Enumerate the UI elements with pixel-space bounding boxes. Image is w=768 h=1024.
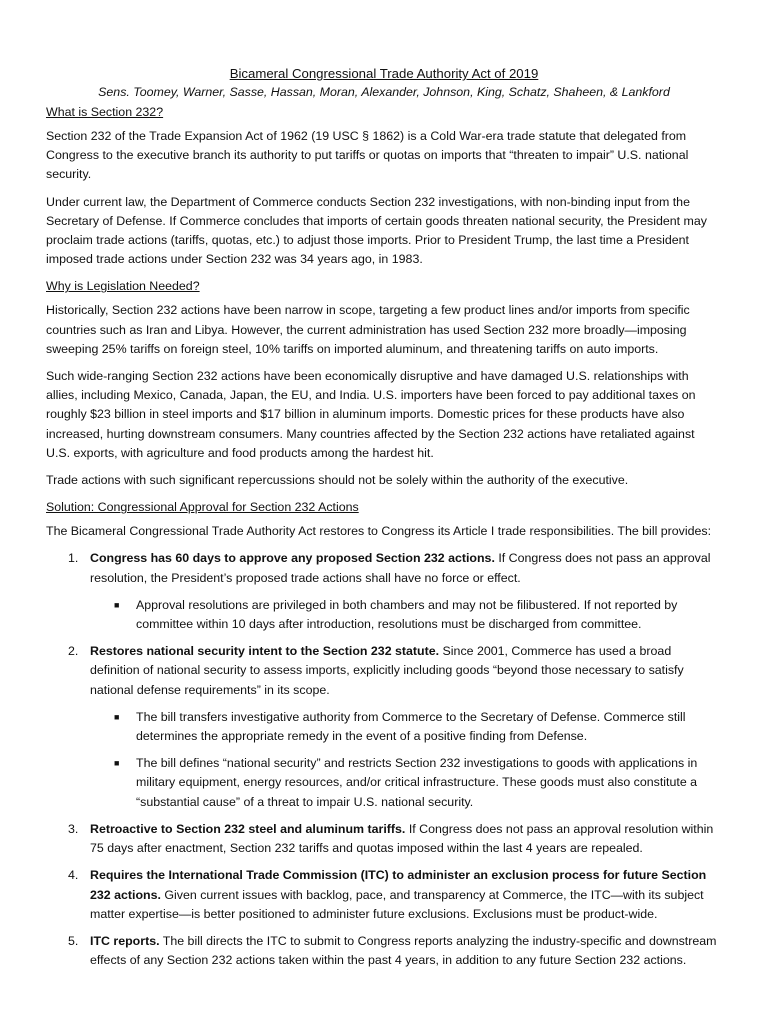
list-item-number: 4. [68, 868, 79, 883]
list-item-number: 1. [68, 551, 79, 566]
square-bullet-icon: ■ [114, 758, 120, 769]
square-bullet-icon: ■ [114, 599, 120, 610]
sub-list-item [90, 708, 722, 746]
list-item-number: 3. [68, 821, 79, 836]
sub-list-item-text: The bill transfers investigative authority from Commerce to the Secretary of Defense. Commerce still determines the appropriate remedy in the event of a positive finding from Defense. [136, 709, 686, 744]
sub-list-item [90, 596, 722, 634]
solution-intro: The Bicameral Congressional Trade Authority Act restores to Congress its Article I trade responsibilities. The bill provides: [46, 524, 712, 539]
list-item [46, 866, 722, 924]
document-title: Bicameral Congressional Trade Authority Act of 2019 [229, 66, 539, 81]
list-item-lead: Restores national security intent to the Section 232 statute. [90, 644, 440, 659]
sub-list [90, 596, 722, 634]
list-item-text: If Congress does not pass an approval resolution, the President’s proposed trade actions shall have no force or effect. [90, 551, 711, 585]
list-item [46, 642, 722, 812]
sub-list [90, 708, 722, 812]
list-item-number: 2. [68, 644, 79, 659]
list-item-lead: Congress has 60 days to approve any proposed Section 232 actions. [90, 551, 495, 566]
list-item-text: Given current issues with backlog, pace, and transparency at Commerce, the ITC—with its subject matter expertise—is better positioned to administer future exclusions. Exclusions must be product-wide. [90, 887, 704, 921]
list-item [46, 820, 722, 858]
sub-list-item-text: The bill defines “national security” and restricts Section 232 investigations to goods with applications in military equipment, energy resources, and/or critical infrastructure. These goods must also constitute a “substantial cause” of a threat to impair U.S. national security. [136, 756, 698, 809]
provisions-list [46, 549, 722, 970]
list-item-text: If Congress does not pass an approval resolution within 75 days after enactment, Section 232 tariffs and quotas imposed within the last 4 years are repealed. [90, 821, 714, 856]
what-paragraph-1: Section 232 of the Trade Expansion Act of 1962 (19 USC § 1862) is a Cold War-era trade statute that delegated from Congress to the executive branch its authority to put tariffs or quotas on imports that “threaten to impair” U.S. national security. [46, 129, 689, 182]
why-paragraph-3: Trade actions with such significant repercussions should not be solely within the authority of the executive. [46, 473, 629, 488]
list-item-number: 5. [68, 933, 79, 948]
list-item-lead: Requires the International Trade Commission (ITC) to administer an exclusion process for future Section 232 actions. [90, 868, 707, 902]
square-bullet-icon: ■ [114, 711, 120, 722]
sub-list-item-text: Approval resolutions are privileged in both chambers and may not be filibustered. If not reported by committee within 10 days after introduction, resolutions must be discharged from committee. [136, 597, 678, 632]
heading-solution: Solution: Congressional Approval for Section 232 Actions [46, 500, 359, 515]
why-paragraph-2: Such wide-ranging Section 232 actions have been economically disruptive and have damaged U.S. relationships with allies, including Mexico, Canada, Japan, the EU, and India. U.S. importers have been forced to pay additional taxes on roughly $23 billion in steel imports and $17 billion in aluminum imports. Domestic prices for these products have also increased, hurting downstream consumers. Many countries affected by the Section 232 actions have retaliated against U.S. exports, with agriculture and food products among the hardest hit. [46, 369, 696, 460]
list-item-text: The bill directs the ITC to submit to Congress reports analyzing the industry-specific and downstream effects of any Section 232 actions taken within the past 4 years, in addition to any future Section 232 actions. [90, 933, 717, 968]
list-item [46, 932, 722, 970]
list-item-lead: ITC reports. [90, 933, 160, 948]
list-item [46, 549, 722, 634]
heading-why-legislation-needed: Why is Legislation Needed? [46, 279, 200, 294]
sponsors-line: Sens. Toomey, Warner, Sasse, Hassan, Moran, Alexander, Johnson, King, Schatz, Shaheen, & Lankford [98, 85, 670, 99]
what-paragraph-2: Under current law, the Department of Commerce conducts Section 232 investigations, with non-binding input from the Secretary of Defense. If Commerce concludes that imports of certain goods threaten national security, the President may proclaim trade actions (tariffs, quotas, etc.) to adjust those imports. Prior to President Trump, the last time a President imposed trade actions under Section 232 was 34 years ago, in 1983. [46, 194, 707, 267]
why-paragraph-1: Historically, Section 232 actions have been narrow in scope, targeting a few product lines and/or imports from specific countries such as Iran and Libya. However, the current administration has used Section 232 more broadly—imposing sweeping 25% tariffs on foreign steel, 10% tariffs on imported aluminum, and threatening tariffs on auto imports. [46, 303, 690, 356]
list-item-text: Since 2001, Commerce has used a broad definition of national security to assess imports, explicitly including goods “beyond those necessary to satisfy national defense requirements” in its scope. [90, 644, 684, 697]
sub-list-item [90, 754, 722, 812]
heading-what-is-section-232: What is Section 232? [46, 105, 164, 119]
list-item-lead: Retroactive to Section 232 steel and aluminum tariffs. [90, 821, 406, 836]
